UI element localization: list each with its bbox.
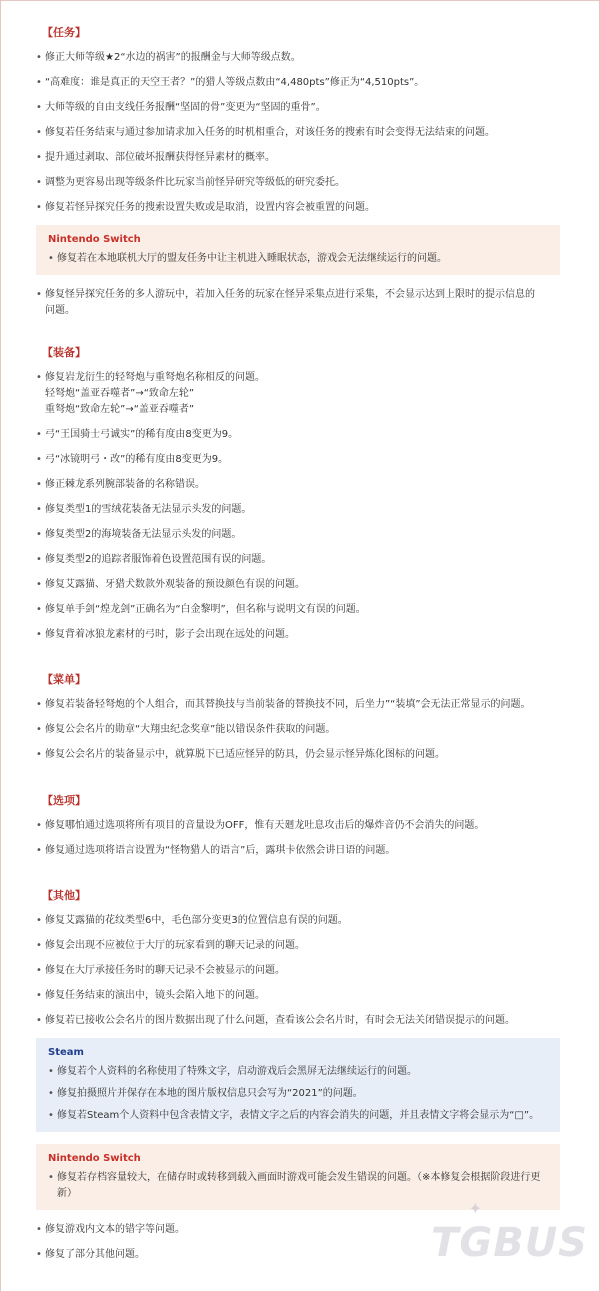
- section: [0, 794, 600, 868]
- item-text: • 修复艾露猫、牙猎犬数款外观装备的预设颜色有误的问题。: [45, 579, 305, 590]
- item-text: • 修复公会名片的装备显示中，就算脱下已适应怪异的防具，仍会显示怪异炼化图标的问题。: [45, 749, 445, 760]
- section-title: 【装备】: [42, 346, 86, 359]
- section-title: 【其他】: [42, 889, 86, 902]
- list-item: [36, 602, 560, 618]
- watermark-logo: TGBUS: [431, 1220, 588, 1266]
- item-text: • 修复单手剑“煌龙剑”正确名为“白金黎明”，但名称与说明文有误的问题。: [45, 604, 366, 615]
- list-item: [48, 1170, 550, 1202]
- list-item: [36, 722, 560, 738]
- sparkle-icon: ✦: [468, 1199, 482, 1218]
- item-text: • 弓“冰镜明弓・改”的稀有度由8变更为9。: [45, 454, 229, 465]
- platform-title: Steam: [48, 1047, 84, 1058]
- item-text: • 修正大师等级★2“水边的祸害”的报酬金与大师等级点数。: [45, 52, 301, 63]
- list-item: [36, 150, 560, 166]
- switch-platform-box: [36, 225, 560, 275]
- item-text: 新）: [57, 1188, 77, 1199]
- list-item: [36, 843, 560, 859]
- item-text: • 修复若已接收公会名片的图片数据出现了什么问题，查看该公会名片时，有时会无法关闭错误提示的问题。: [45, 1015, 515, 1026]
- item-text: • 修复会出现不应被位于大厅的玩家看到的聊天记录的问题。: [45, 940, 305, 951]
- list-item: [36, 697, 560, 713]
- section: [0, 26, 600, 328]
- item-text: • 修复类型1的雪绒花装备无法显示头发的问题。: [45, 504, 252, 515]
- steam-platform-box: [36, 1038, 560, 1132]
- item-text: • 修复拍摄照片并保存在本地的图片版权信息只会写为“2021”的问题。: [57, 1088, 363, 1099]
- list-item: [48, 1108, 550, 1124]
- item-text: 重弩炮“致命左轮”→“盖亚吞噬者”: [45, 404, 195, 415]
- list-item: [36, 552, 560, 568]
- list-item: [36, 100, 560, 116]
- list-item: [36, 988, 560, 1004]
- list-item: [36, 747, 560, 763]
- list-item: [36, 427, 560, 443]
- section: [0, 673, 600, 772]
- item-text: • 修复了部分其他问题。: [45, 1249, 145, 1260]
- list-item: [36, 370, 560, 418]
- item-text: • 修复若任务结束与通过参加请求加入任务的时机相重合，对该任务的搜索有时会变得无法结束的问题。: [45, 127, 495, 138]
- item-text: • 修复类型2的海境装备无法显示头发的问题。: [45, 529, 242, 540]
- list-item: [36, 50, 560, 66]
- list-item: [36, 502, 560, 518]
- item-text: • 提升通过剥取、部位破坏报酬获得怪异素材的概率。: [45, 152, 275, 163]
- list-item: [36, 577, 560, 593]
- list-item: [36, 287, 560, 319]
- item-text: • 修复哪怕通过选项将所有项目的音量设为OFF，惟有天廻龙吐息攻击后的爆炸音仍不会消失的问题。: [45, 820, 485, 831]
- list-item: [36, 527, 560, 543]
- platform-title: Nintendo Switch: [48, 1153, 141, 1164]
- list-item: [36, 477, 560, 493]
- list-item: [48, 1064, 550, 1080]
- item-text: • 修复通过选项将语言设置为“怪物猎人的语言”后，露琪卡依然会讲日语的问题。: [45, 845, 396, 856]
- list-item: [36, 175, 560, 191]
- item-text: • 修复若Steam个人资料中包含表情文字，表情文字之后的内容会消失的问题，并且表情文字将会显示为“□”。: [57, 1110, 540, 1121]
- list-item: [36, 627, 560, 643]
- section: [0, 889, 600, 1272]
- item-text: • 修复任务结束的演出中，镜头会陷入地下的问题。: [45, 990, 265, 1001]
- item-text: • 修复游戏内文本的错字等问题。: [45, 1224, 185, 1235]
- list-item: [36, 818, 560, 834]
- item-text: • 修复若装备轻弩炮的个人组合，而其替换技与当前装备的替换技不同，后坐力”“装填”会无法正常显示的问题。: [45, 699, 531, 710]
- platform-title: Nintendo Switch: [48, 234, 141, 245]
- item-text: • 修复艾露猫的花纹类型6中，毛色部分变更3的位置信息有误的问题。: [45, 915, 348, 926]
- item-text: • 修复类型2的追踪者服饰着色设置范围有误的问题。: [45, 554, 272, 565]
- item-text: 问题。: [45, 305, 75, 316]
- list-item: [36, 913, 560, 929]
- list-item: [36, 452, 560, 468]
- item-text: 轻弩炮“盖亚吞噬者”→“致命左轮”: [45, 388, 195, 399]
- item-text: • 弓“王国骑士弓诚实”的稀有度由8变更为9。: [45, 429, 239, 440]
- list-item: [36, 75, 560, 91]
- item-text: • 修复在大厅承接任务时的聊天记录不会被显示的问题。: [45, 965, 285, 976]
- list-item: [36, 938, 560, 954]
- item-text: • 大师等级的自由支线任务报酬“坚固的骨”变更为“坚固的重骨”。: [45, 102, 326, 113]
- item-text: • “高难度：谁是真正的天空王者？”的猎人等级点数由“4,480pts”修正为“4,510pts”。: [45, 77, 425, 88]
- list-item: [48, 1086, 550, 1102]
- item-text: • 修复背着冰狼龙素材的弓时，影子会出现在远处的问题。: [45, 629, 295, 640]
- section-title: 【任务】: [42, 26, 86, 39]
- list-item: [36, 1013, 560, 1029]
- item-text: • 修复怪异探究任务的多人游玩中，若加入任务的玩家在怪异采集点进行采集，不会显示达到上限时的提示信息的: [45, 289, 535, 300]
- item-text: • 修复若存档容量较大，在储存时或转移到载入画面时游戏可能会发生错误的问题。（※本修复会根据阶段进行更: [57, 1172, 541, 1183]
- section-title: 【选项】: [42, 794, 86, 807]
- list-item: [36, 200, 560, 216]
- item-text: • 修正棘龙系列腕部装备的名称错误。: [45, 479, 205, 490]
- item-text: • 修复若个人资料的名称使用了特殊文字，启动游戏后会黑屏无法继续运行的问题。: [57, 1066, 417, 1077]
- item-text: • 修复公会名片的勋章“大翔虫纪念奖章”能以错误条件获取的问题。: [45, 724, 336, 735]
- item-text: • 修复若在本地联机大厅的盟友任务中让主机进入睡眠状态，游戏会无法继续运行的问题。: [57, 253, 447, 264]
- list-item: [48, 251, 550, 267]
- item-text: • 修复岩龙衍生的轻弩炮与重弩炮名称相反的问题。: [45, 372, 265, 383]
- section-title: 【菜单】: [42, 673, 86, 686]
- item-text: • 调整为更容易出现等级条件比玩家当前怪异研究等级低的研究委托。: [45, 177, 345, 188]
- item-text: • 修复若怪异探究任务的搜索设置失败或是取消，设置内容会被重置的问题。: [45, 202, 375, 213]
- section: [0, 346, 600, 652]
- list-item: [36, 125, 560, 141]
- list-item: [36, 963, 560, 979]
